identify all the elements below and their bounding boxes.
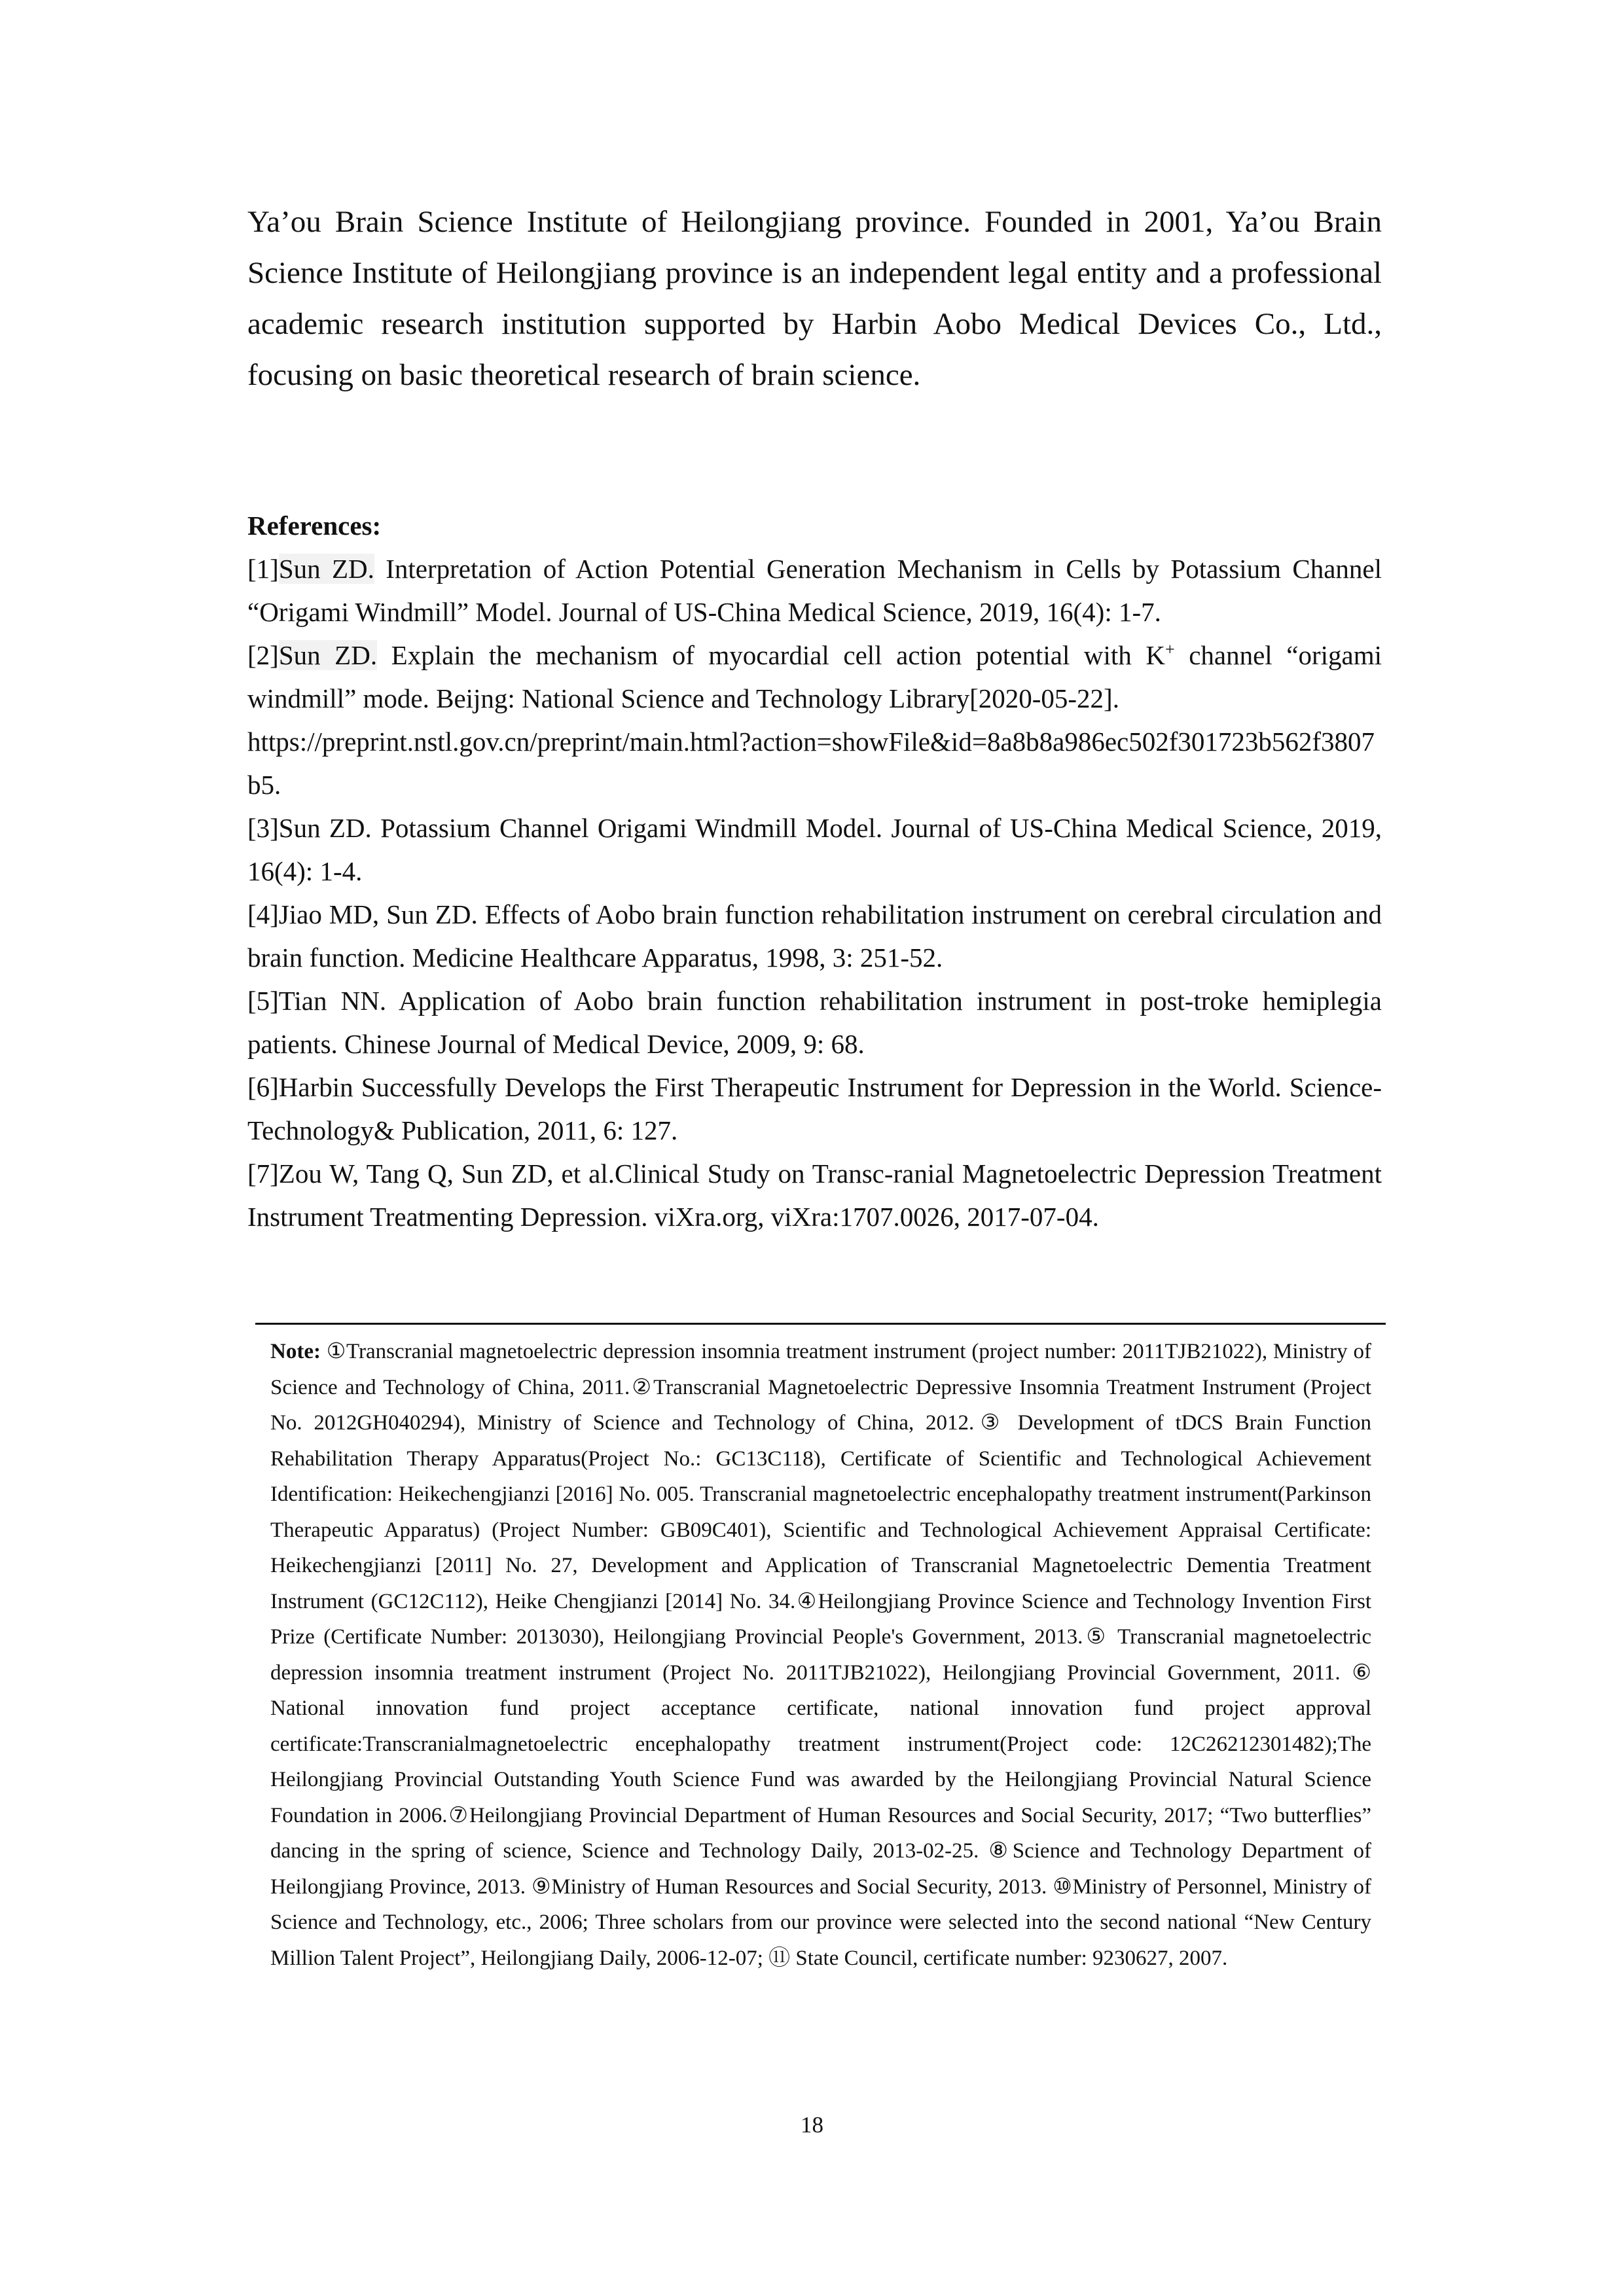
reference-item-2	[247, 634, 1382, 806]
intro-paragraph: Ya’ou Brain Science Institute of Heilongjiang province. Founded in 2001, Ya’ou Brain Science Institute of Heilongjiang province is an independent legal entity and a professional academic research institution supported by Harbin Aobo Medical Devices Co., Ltd., focusing on basic theoretical research of brain science.	[247, 205, 1382, 392]
reference-list	[247, 547, 1382, 1238]
superscript-plus: +	[1164, 639, 1175, 659]
reference-item-6: [6]Harbin Successfully Develops the First Therapeutic Instrument for Depression in the World. Science-Technology& Publication, 2011, 6: 127.	[247, 1072, 1382, 1145]
reference-item-5: [5]Tian NN. Application of Aobo brain function rehabilitation instrument in post-troke hemiplegia patients. Chinese Journal of Medical Device, 2009, 9: 68.	[247, 986, 1382, 1059]
reference-number: [1]	[247, 554, 279, 584]
reference-url: https://preprint.nstl.gov.cn/preprint/main.html?action=showFile&id=8a8b8a986ec502f301723b562f3807b5.	[247, 726, 1375, 800]
reference-text: Interpretation of Action Potential Generation Mechanism in Cells by Potassium Channel “Origami Windmill” Model. Journal of US-China Medical Science, 2019, 16(4): 1-7.	[247, 554, 1382, 627]
page-number: 18	[801, 2112, 823, 2138]
reference-author-highlight: Sun ZD.	[278, 554, 374, 584]
note-label: Note:	[270, 1340, 321, 1363]
reference-item-4: [4]Jiao MD, Sun ZD. Effects of Aobo brain function rehabilitation instrument on cerebral circulation and brain function. Medicine Healthcare Apparatus, 1998, 3: 251-52.	[247, 899, 1382, 973]
reference-number: [2]	[247, 640, 279, 670]
reference-text-continued: channel “origami windmill” mode. Beijng: National Science and Technology Library[2020-05-22].	[247, 640, 1382, 713]
reference-item-1	[247, 547, 1382, 634]
footnote-note	[270, 1334, 1371, 1976]
reference-text: Explain the mechanism of myocardial cell action potential with K	[377, 640, 1165, 670]
references-heading: References:	[247, 511, 382, 541]
reference-author-highlight: Sun ZD.	[278, 640, 378, 670]
reference-item-3: [3]Sun ZD. Potassium Channel Origami Windmill Model. Journal of US-China Medical Science, 2019, 16(4): 1-4.	[247, 813, 1382, 886]
footnote-divider	[255, 1323, 1386, 1325]
references-section	[247, 504, 1382, 1238]
note-text: ①Transcranial magnetoelectric depression insomnia treatment instrument (project number: 2011TJB21022), Ministry of Science and Technology of China, 2011.②Transcranial Magnetoelectric Depressive Insomnia Treatment Instrument (Project No. 2012GH040294), Ministry of Science and Technology of China, 2012.③ Development of tDCS Brain Function Rehabilitation Therapy Apparatus(Project No.: GC13C118), Certificate of Scientific and Technological Achievement Identification: Heikechengjianzi [2016] No. 005. Transcranial magnetoelectric encephalopathy treatment instrument(Parkinson Therapeutic Apparatus) (Project Number: GB09C401), Scientific and Technological Achievement Appraisal Certificate: Heikechengjianzi [2011] No. 27, Development and Application of Transcranial Magnetoelectric Dementia Treatment Instrument (GC12C112), Heike Chengjianzi [2014] No. 34.④Heilongjiang Province Science and Technology Invention First Prize (Certificate Number: 2013030), Heilongjiang Provincial People's Government, 2013.⑤ Transcranial magnetoelectric depression insomnia treatment instrument (Project No. 2011TJB21022), Heilongjiang Provincial Government, 2011. ⑥ National innovation fund project acceptance certificate, national innovation fund project approval certificate:Transcranialmagnetoelectric encephalopathy treatment instrument(Project code: 12C26212301482);The Heilongjiang Provincial Outstanding Youth Science Fund was awarded by the Heilongjiang Provincial Natural Science Foundation in 2006.⑦Heilongjiang Provincial Department of Human Resources and Social Security, 2017; “Two butterflies” dancing in the spring of science, Science and Technology Daily, 2013-02-25. ⑧Science and Technology Department of Heilongjiang Province, 2013. ⑨Ministry of Human Resources and Social Security, 2013. ⑩Ministry of Personnel, Ministry of Science and Technology, etc., 2006; Three scholars from our province were selected into the second national “New Century Million Talent Project”, Heilongjiang Daily, 2006-12-07; ⑪ State Council, certificate number: 9230627, 2007.	[270, 1340, 1371, 1970]
reference-item-7: [7]Zou W, Tang Q, Sun ZD, et al.Clinical Study on Transc-ranial Magnetoelectric Depression Treatment Instrument Treatmenting Depression. viXra.org, viXra:1707.0026, 2017-07-04.	[247, 1158, 1382, 1232]
